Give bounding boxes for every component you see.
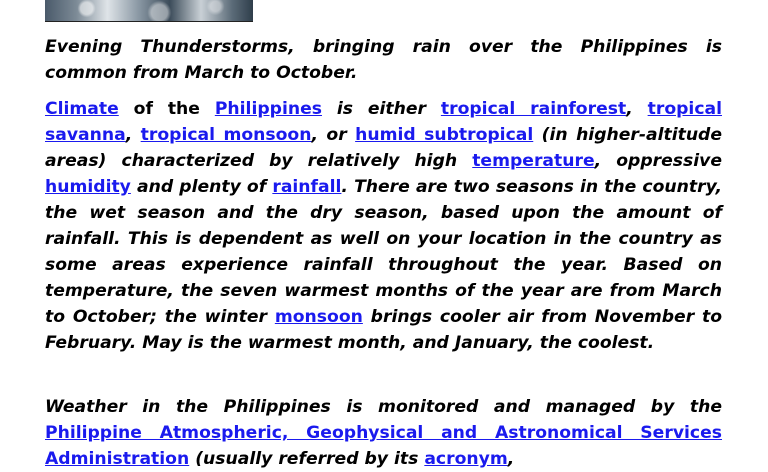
text-end: brings cooler air from November to February. May is the warmest month, and January, the coolest. bbox=[45, 307, 723, 353]
link-tropical-monsoon[interactable]: tropical monsoon bbox=[140, 125, 312, 145]
climate-paragraph bbox=[45, 96, 722, 356]
thunderstorm-photo bbox=[45, 0, 253, 22]
link-tropical-rainforest[interactable]: tropical rainforest bbox=[440, 99, 627, 119]
text-comma: , bbox=[125, 125, 141, 145]
text-weather-start: Weather in the Philippines is monitored and managed by the bbox=[45, 397, 722, 417]
text-usually: (usually referred by its bbox=[189, 449, 425, 469]
link-humidity[interactable]: humidity bbox=[45, 177, 131, 197]
link-tropical-savanna[interactable]: tropical savanna bbox=[45, 99, 722, 145]
text-tail: , bbox=[507, 449, 515, 469]
text-is-either: is either bbox=[321, 99, 441, 119]
text-oppressive: , oppressive bbox=[594, 151, 723, 171]
text-plenty: and plenty of bbox=[130, 177, 273, 197]
text-comma: , bbox=[626, 99, 648, 119]
link-pagasa[interactable]: Philippine Atmospheric, Geophysical and Astronomical Services Administration bbox=[45, 423, 722, 469]
weather-paragraph bbox=[45, 394, 722, 472]
link-rainfall[interactable]: rainfall bbox=[272, 177, 342, 197]
link-acronym[interactable]: acronym bbox=[424, 449, 508, 469]
photo-caption: Evening Thunderstorms, bringing rain over the Philippines is common from March to October. bbox=[45, 37, 722, 83]
text-or: , or bbox=[311, 125, 356, 145]
text-seasons: . There are two seasons in the country, the wet season and the dry season, based upon the amount of rainfall. This is dependent as well on your location in the country as some areas experience rainfall throughout the year. Based on temperature, the seven warmest months of the year are from March to October; the winter bbox=[45, 177, 722, 327]
text-altitude: (in higher-altitude areas) characterized by relatively high bbox=[45, 125, 723, 171]
link-humid-subtropical[interactable]: humid subtropical bbox=[355, 125, 534, 145]
link-monsoon[interactable]: monsoon bbox=[274, 307, 363, 327]
link-temperature[interactable]: temperature bbox=[472, 151, 595, 171]
link-philippines[interactable]: Philippines bbox=[214, 99, 322, 119]
text-of-the: of the bbox=[118, 99, 215, 119]
link-climate[interactable]: Climate bbox=[45, 99, 119, 119]
